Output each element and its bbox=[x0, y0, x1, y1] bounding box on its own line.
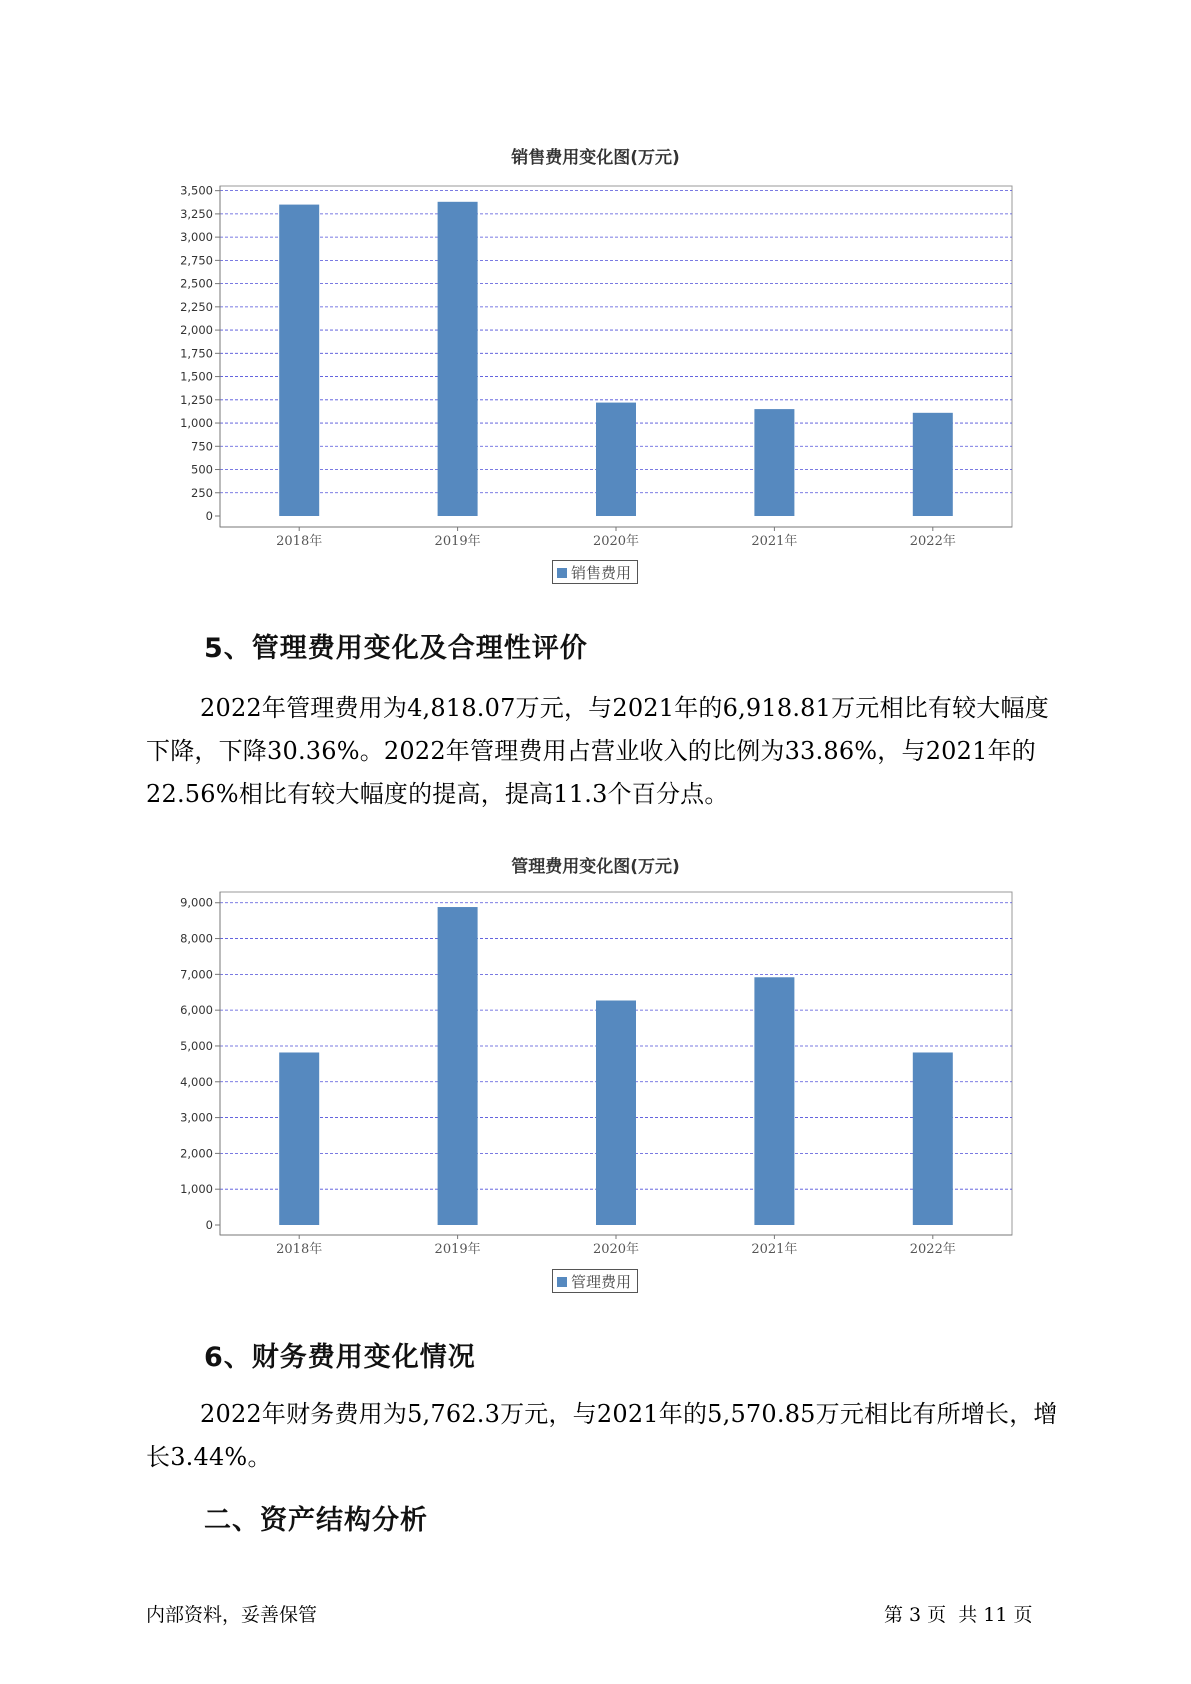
y-tick-label: 750 bbox=[191, 439, 213, 454]
x-tick-label: 2019年 bbox=[434, 1242, 481, 1257]
bar-2019年 bbox=[438, 907, 478, 1225]
y-tick-label: 2,500 bbox=[180, 276, 213, 291]
paragraph-finance-text: 2022年财务费用为5,762.3万元，与2021年的5,570.85万元相比有所增长，增长3.44%。 bbox=[146, 1400, 1058, 1471]
y-tick-label: 4,000 bbox=[180, 1074, 213, 1089]
chart-title-management: 管理费用变化图(万元) bbox=[511, 857, 680, 877]
x-tick-label: 2018年 bbox=[276, 1242, 323, 1257]
legend-management bbox=[552, 1269, 638, 1293]
bar-2022年 bbox=[913, 1052, 953, 1225]
bar-2020年 bbox=[596, 1000, 636, 1225]
y-tick-label: 7,000 bbox=[180, 967, 213, 982]
y-tick-label: 6,000 bbox=[180, 1003, 213, 1018]
x-tick-label: 2021年 bbox=[751, 534, 798, 549]
y-tick-label: 500 bbox=[191, 462, 213, 477]
legend-label-sales: 销售费用 bbox=[571, 564, 632, 582]
paragraph-management-text: 2022年管理费用为4,818.07万元，与2021年的6,918.81万元相比有较大幅度下降，下降30.36%。2022年管理费用占营业收入的比例为33.86%，与2021年的22.56%相比有较大幅度的提高，提高11.3个百分点。 bbox=[146, 694, 1049, 808]
y-tick-label: 250 bbox=[191, 485, 213, 500]
legend-swatch-icon bbox=[557, 1277, 567, 1287]
x-tick-label: 2020年 bbox=[592, 1242, 640, 1257]
bar-2021年 bbox=[754, 977, 794, 1225]
y-tick-label: 3,250 bbox=[180, 206, 213, 221]
y-tick-label: 1,500 bbox=[180, 369, 213, 384]
footer-confidential-note: 内部资料，妥善保管 bbox=[146, 1604, 318, 1626]
y-tick-label: 2,750 bbox=[180, 253, 213, 268]
y-tick-label: 3,000 bbox=[180, 1110, 213, 1125]
x-tick-label: 2022年 bbox=[909, 1242, 956, 1257]
x-tick-label: 2022年 bbox=[909, 534, 956, 549]
footer-page-number: 第 3 页 共 11 页 bbox=[884, 1604, 1033, 1626]
x-tick-label: 2021年 bbox=[751, 1242, 798, 1257]
y-tick-label: 0 bbox=[205, 1218, 213, 1232]
x-tick-label: 2020年 bbox=[592, 534, 640, 549]
y-tick-label: 3,500 bbox=[180, 183, 213, 198]
y-tick-label: 3,000 bbox=[180, 230, 213, 245]
heading-finance-expense: 6、财务费用变化情况 bbox=[204, 1342, 476, 1373]
x-tick-label: 2018年 bbox=[276, 534, 323, 549]
y-tick-label: 2,000 bbox=[180, 323, 213, 338]
y-tick-label: 2,000 bbox=[180, 1146, 213, 1161]
y-tick-label: 1,000 bbox=[180, 1182, 213, 1197]
legend-label-management: 管理费用 bbox=[571, 1273, 632, 1291]
y-tick-label: 5,000 bbox=[180, 1038, 213, 1053]
y-tick-label: 8,000 bbox=[180, 931, 213, 946]
chart-title-sales: 销售费用变化图(万元) bbox=[511, 148, 680, 168]
y-tick-label: 0 bbox=[205, 509, 213, 523]
heading-management-expense: 5、管理费用变化及合理性评价 bbox=[204, 633, 588, 664]
y-tick-label: 1,000 bbox=[180, 416, 213, 431]
y-tick-label: 9,000 bbox=[180, 895, 213, 910]
x-tick-label: 2019年 bbox=[434, 534, 481, 549]
bar-2018年 bbox=[279, 1052, 319, 1225]
y-tick-label: 1,750 bbox=[180, 346, 213, 361]
heading-asset-structure: 二、资产结构分析 bbox=[204, 1505, 428, 1536]
y-tick-label: 2,250 bbox=[180, 299, 213, 314]
paragraph-finance-expense bbox=[146, 1393, 1066, 1479]
y-tick-label: 1,250 bbox=[180, 392, 213, 407]
